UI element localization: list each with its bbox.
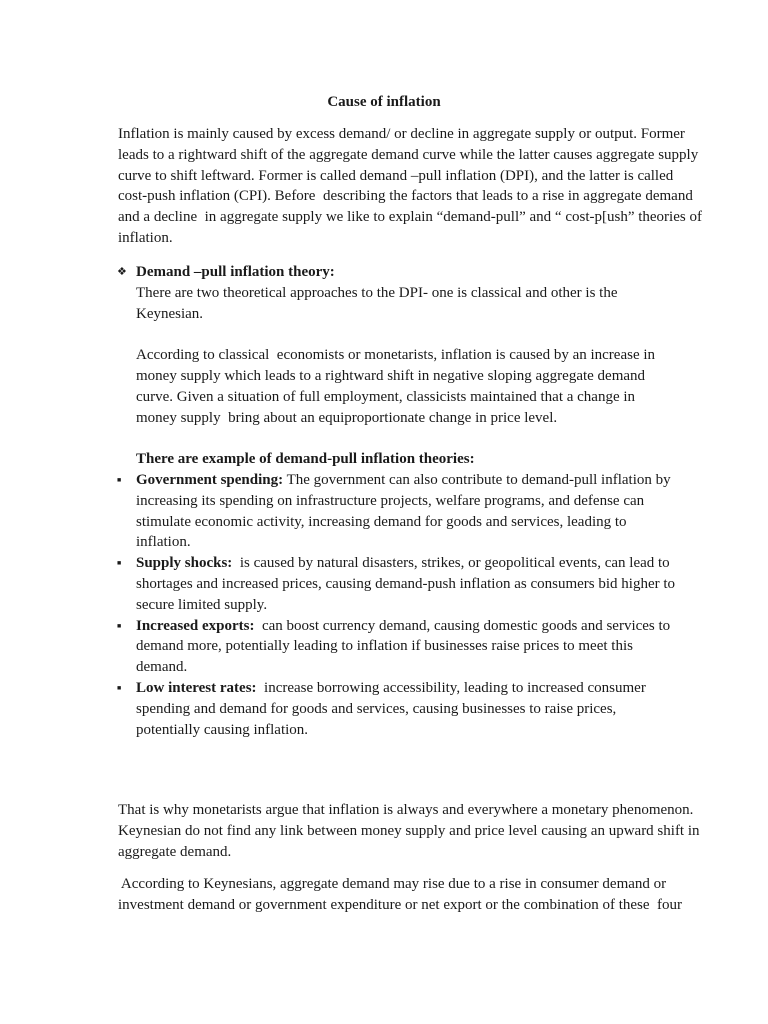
square-bullet-icon: ■ bbox=[117, 475, 122, 484]
demand-pull-section bbox=[117, 262, 676, 740]
text-line: money supply which leads to a rightward shift in negative sloping aggregate demand bbox=[136, 367, 646, 384]
text-line: inflation. bbox=[118, 229, 173, 246]
text-line: increasing its spending on infrastructure projects, welfare programs, and defense can bbox=[136, 492, 645, 509]
square-bullet-icon: ■ bbox=[117, 621, 122, 630]
text-line: investment demand or government expenditure or net export or the combination of these four bbox=[118, 896, 683, 913]
bullet-label: Low interest rates: bbox=[136, 679, 257, 696]
bullet-item bbox=[117, 616, 675, 678]
bullet-text: increase borrowing accessibility, leading to increased consumer bbox=[256, 679, 646, 696]
text-line: demand. bbox=[136, 659, 188, 676]
bullet-item bbox=[117, 553, 676, 615]
text-line: According to classical economists or monetarists, inflation is caused by an increase in bbox=[136, 347, 656, 364]
bullet-label: Increased exports: bbox=[136, 617, 255, 634]
text-line: Keynesian. bbox=[136, 305, 204, 322]
monetarist-paragraph bbox=[118, 800, 700, 862]
text-line: potentially causing inflation. bbox=[136, 721, 309, 738]
text-line: shortages and increased prices, causing demand-push inflation as consumers bid higher to bbox=[136, 575, 676, 592]
square-bullet-icon: ■ bbox=[117, 683, 122, 692]
diamond-bullet-icon: ❖ bbox=[117, 266, 127, 278]
sub-heading: There are example of demand-pull inflation theories: bbox=[136, 451, 475, 468]
text-line: Keynesian do not find any link between money supply and price level causing an upward shift in bbox=[118, 822, 700, 839]
text-line: inflation. bbox=[136, 534, 191, 551]
bullet-text: is caused by natural disasters, strikes, or geopolitical events, can lead to bbox=[232, 555, 670, 572]
text-line: There are two theoretical approaches to the DPI- one is classical and other is the bbox=[136, 284, 618, 301]
keynesian-paragraph bbox=[118, 874, 682, 916]
text-line: spending and demand for goods and services, causing businesses to raise prices, bbox=[136, 700, 617, 717]
text-line: and a decline in aggregate supply we like to explain “demand-pull” and “ cost-p[ush” theories of bbox=[118, 209, 702, 226]
text-line bbox=[136, 553, 675, 574]
bullet-text: The government can also contribute to demand-pull inflation by bbox=[283, 471, 671, 488]
bullet-text: can boost currency demand, causing domestic goods and services to bbox=[254, 617, 671, 634]
text-line: money supply bring about an equiproportionate change in price level. bbox=[136, 409, 558, 426]
square-bullet-icon: ■ bbox=[117, 559, 122, 568]
text-line bbox=[136, 678, 675, 699]
text-line bbox=[136, 616, 675, 637]
intro-paragraph bbox=[118, 124, 702, 249]
text-line: curve to shift leftward. Former is called demand –pull inflation (DPI), and the latter is called bbox=[118, 167, 674, 184]
text-line: secure limited supply. bbox=[136, 596, 268, 613]
text-line: That is why monetarists argue that inflation is always and everywhere a monetary phenomenon. bbox=[118, 802, 694, 818]
text-line: demand more, potentially leading to inflation if businesses raise prices to meet this bbox=[136, 638, 633, 655]
text-line: Inflation is mainly caused by excess demand/ or decline in aggregate supply or output. Former bbox=[118, 126, 685, 142]
bullet-item bbox=[117, 678, 675, 740]
text-line: curve. Given a situation of full employment, classicists maintained that a change in bbox=[136, 388, 636, 405]
bullet-item bbox=[117, 470, 675, 553]
section-heading: Demand –pull inflation theory: bbox=[136, 264, 335, 280]
text-line: stimulate economic activity, increasing demand for goods and services, leading to bbox=[136, 513, 627, 530]
bullet-label: Supply shocks: bbox=[136, 555, 233, 572]
text-line: According to Keynesians, aggregate demand may rise due to a rise in consumer demand or bbox=[118, 876, 667, 892]
document-title: Cause of inflation bbox=[327, 94, 441, 110]
bullet-list bbox=[117, 470, 676, 740]
text-line bbox=[136, 470, 675, 491]
text-line: cost-push inflation (CPI). Before describing the factors that leads to a rise in aggregate demand bbox=[118, 188, 693, 205]
text-line: leads to a rightward shift of the aggregate demand curve while the latter causes aggregate supply bbox=[118, 146, 699, 163]
bullet-label: Government spending: bbox=[136, 471, 284, 488]
text-line: aggregate demand. bbox=[118, 843, 232, 860]
